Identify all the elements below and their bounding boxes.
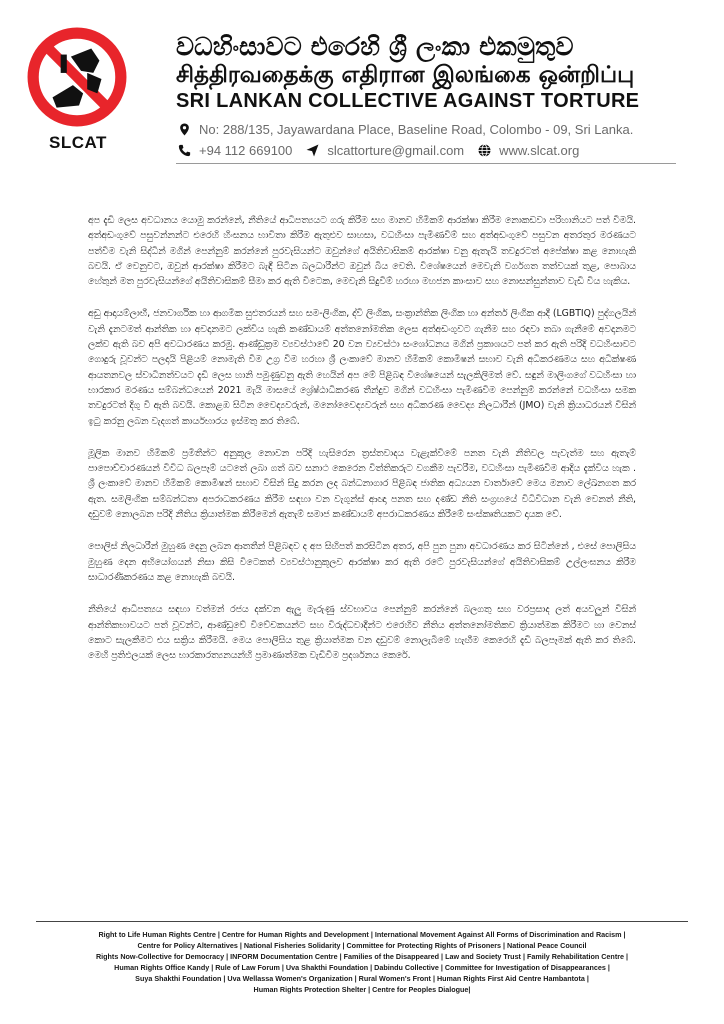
- org-name-english: SRI LANKAN COLLECTIVE AGAINST TORTURE: [176, 90, 640, 112]
- address-text: No: 288/135, Jayawardana Place, Baseline Road, Colombo - 09, Sri Lanka.: [199, 122, 634, 137]
- member-organizations-footer: [30, 929, 694, 996]
- letterhead: [0, 0, 724, 175]
- phone-number[interactable]: +94 112 669100: [199, 143, 293, 158]
- email-address[interactable]: slcattorture@gmail.com: [327, 143, 465, 158]
- body-paragraph: අප දැඩි ලෙස අවධානය යොමු කරන්නේ, නීතියේ ආධිපත්‍යයට ගරු කිරීම සහ මානව හිමිකම් ආරක්ෂා කිරීම නොකඩවා පරිහානියට පත් වීමයි. අත්අඩංගුවේ පසුවන්නන්ට එරෙහි හිංසනය භාවිතා කිරීම ඇතුළුව සාහසා, වධහිංසා පැමිණවීම් සහ අත්අඩංගුවේ පසුවන අතරතුර මරණයට පත්වීම වැනි සිද්ධීන් මගින් පෙන්නුම් කරන්නේ පුරවැසියන්ට ඔවුන්ගේ අයිතිවාසිකම් ආරක්ෂා වනු ඇතැයි තවදුරටත් අපේක්ෂා කළ නොහැකි බවයි. ඒ වෙනුවට, ඔවුන් ආරක්ෂා කිරීමට බැඳී සිටින බලධාරීන්ට ඔවුන් බිය වෙති. විශේෂයෙන් මෙවැනි වර්ගගත තත්වයක් තුළ, පොබාය හේතුන් මත පුරවැසියන්ගේ අයිතිවාසිකම් සීමා කර ඇති විටෙක, මෙවැනි සිදුවීම් හරහා මහජන කාංසාව සහ නොසන්සුන්තාව වැඩි විය හැකිය.: [88, 215, 636, 288]
- footer-line: Right to Life Human Rights Centre | Centre for Human Rights and Development | International Movement Against All Forms of Discrimination and Racism |: [98, 930, 626, 939]
- body-paragraph: අඩු ආදායම්ලාභී, ජනවාර්ගික හා ආගමික සුළුතරයන් සහ සම-ලිංගික, ද්වි ලිංගික, සංක්‍රාන්තික ලිංගික හා අන්තර් ලිංගික ආදී (LGBTIQ) පුද්ගලයින් වැනි දැනටමත් ආන්තික හා අවදානමට ලක්විය හැකි කණ්ඩායම් අත්තනෝමතික ලෙස අත්අඩංගුවට ගැනීම සහ රඳවා තබා ගැනීමේ අවදානමට ලක්ව ඇති බව අපි අවධාරණය කරමු. ආණ්ඩුක්‍රම ව්‍යවස්ථාවේ 20 වන ව්‍යවස්ථා සංශෝධනය මගින් ප්‍රකාශයට පත් කර ඇති පරිදි වධහිංසාවට ගොදුරු වූවන්ට පලදායි පිළියම් නොමැති වීම උග්‍ර වීම හරහා ශ්‍රී ලංකාවේ මානව හිමිකම් කොමිෂන් සභාව වැනි අධිකරණමය සහ අධීක්ෂණ ආයතනවල ස්වාධීනත්වයට දැඩි ලෙස හානි පමුණුවනු ඇති හෙයින් අප මේ පිළිබඳ විශේෂයෙන් සැලකිලිමත් වේ. සඳුන් මාලිංගගේ වධහිංසා හා භාරකාර මරණය සම්බන්ධයෙන් 2021 මැයි මාසයේ ශ්‍රේෂ්ඨාධිකරණ තීන්දුව මගින් වධහිංසා පැමිණවීම පෙන්නුම් කරන්නේ වධහිංසා සමක තවදුරටත් දිගු වී ඇති බවයි. කොළඹ සිටින වෛද්‍යවරුන්, මනෝවෛද්‍යවරුන් සහ අධිකරණ වෛද්‍ය නිලධාරීන් (JMO) වැනි ක්‍රියාධරයන් විසින් ඉටු කරනු ලබන වැදගත් කාර්යභාරය ඉස්මතු කර තිබේ.: [88, 308, 636, 427]
- body-paragraph: නීතියේ ආධිපත්‍යය සඳහා වත්මන් රජය දක්වන ඇලු මැරුණු ස්වභාවය පෙන්නුම් කරන්නේ බලගතු සහ වරප්‍රසාද ලත් අයවලුන් විසින් ආන්තිකභාවයට පත් වූවන්ට, ආණ්ඩුවේ විවේචකයන්ට සහ විරුද්ධවාදීන්ට එරෙහිව නීතිය අත්තනෝමතිකව ක්‍රියාත්මක කිරීමට හා වෙනස් කොට සැලකීමට එය සක්‍රිය කිරීමයි. මෙය පොලිසිය තුළ ක්‍රියාත්මක වන දඩුවම් නොලැබීමේ හැඟීම කෙරෙහි දැඩි බලපෑමක් ඇති කර තිබේ. මෙහි ප්‍රතිඵලයක් ලෙස භාරකාරත්‍යනයන්හි ප්‍රමාණාත්මක වැඩිවීම ප්‍රදර්ශනය කෙරේ.: [88, 604, 636, 662]
- phone-icon: [178, 144, 191, 157]
- footer-line: Human Rights Office Kandy | Rule of Law Forum | Uva Shakthi Foundation | Dabindu Collective | Committee for Investigation of Disappearances |: [114, 963, 610, 973]
- footer-line: Suya Shakthi Foundation | Uva Wellassa Women's Organization | Rural Women's Front | Human Rights First Aid Centre Hambantota |: [135, 974, 589, 984]
- footer-line: Centre for Policy Alternatives | National Fisheries Solidarity | Committee for Protecting Rights of Prisoners | National Peace Council: [137, 941, 587, 951]
- header-divider: [176, 163, 676, 164]
- org-name-sinhala: වධහිංසාවට එරෙහි ශ්‍රී ලංකා එකමුතුව: [176, 32, 574, 61]
- footer-divider: [36, 921, 688, 922]
- logo-wordmark: SLCAT: [49, 133, 107, 152]
- org-name-tamil: சித்திரவதைக்கு எதிரான இலங்கை ஒன்றிப்பு: [176, 62, 635, 88]
- location-pin-icon: [178, 123, 191, 136]
- globe-icon: [478, 144, 491, 157]
- letter-body: [88, 213, 636, 680]
- body-paragraph: මූලික මානව හිමිකම් ප්‍රමිතීන්ට අනුකූල නොවන පරිදි හැසිරෙන ත්‍රස්තවාදය වැළැක්වීමේ පනත වැනි නීතිවල පැවැත්ම සහ ඇතැම් පාපොච්චාරණයන් විවිධ බලපෑම් යටතේ ලබා ගත් බව සනාථ කෙරෙන විත්තිකරුට වගකීම පැවරීම, වධහිංසා පැමිණවීම ආදිය දැක්විය හැක . ශ්‍රී ලංකාවේ මානව හිමිකම් කොමිෂන් සභාව විසින් සිදු කරන ලද බන්ධනාගාර පිළිබඳ ජාතික අධ්‍යයන වාර්තාවේ මෙය මනාව ලේඛනගත කර ඇත. සමලිංගික සම්බන්ධතා අපරාධකරණය කිරීම සඳහා වන වැගුන්ස් ආඥා පනත සහ දණ්ඩ නීති සංග්‍රහයේ විධිවිධාන වැනි වෙනත් නීති, දඩුවම් නොලබන පරිදි නීතිය ක්‍රියාත්මක කිරීමෙන් ඇතැම් සමාජ කණ්ඩායම් අපරාධකරණය කිරීමේ සංස්කෘතියකට දායක වේ.: [88, 447, 636, 521]
- slcat-logo: [26, 26, 128, 128]
- footer-line: Rights Now-Collective for Democracy | INFORM Documentation Centre | Families of the Disappeared | Law and Society Trust | Family Rehabilitation Centre |: [95, 952, 629, 962]
- website-url[interactable]: www.slcat.org: [499, 143, 580, 158]
- address-line: [178, 122, 633, 137]
- body-paragraph: පොලිස් නිලධාරීන් මුහුණ දෙනු ලබන ආතතීන් පිළිබඳව ද අප සිහිපත් කරසිටින අතර, අපි පුන පුනා අවධාරණය කර සිටින්නේ , එසේ පොලිසිය මුහුණ දෙන අභියෝගයන් නිසා කිසි විටෙකත් ව්‍යවස්ථානුකූලව ආරක්ෂා කර ඇති රටේ පුරවැසියන්ගේ අයිතිවාසිකම් උල්ලංඝනය කිරීම සාධාරණීකරණය කළ නොහැකි බවයි.: [88, 541, 636, 583]
- footer-line: Human Rights Protection Shelter | Centre for Peoples Dialogue|: [253, 985, 471, 995]
- send-icon: [306, 144, 319, 157]
- contact-line: [178, 143, 579, 158]
